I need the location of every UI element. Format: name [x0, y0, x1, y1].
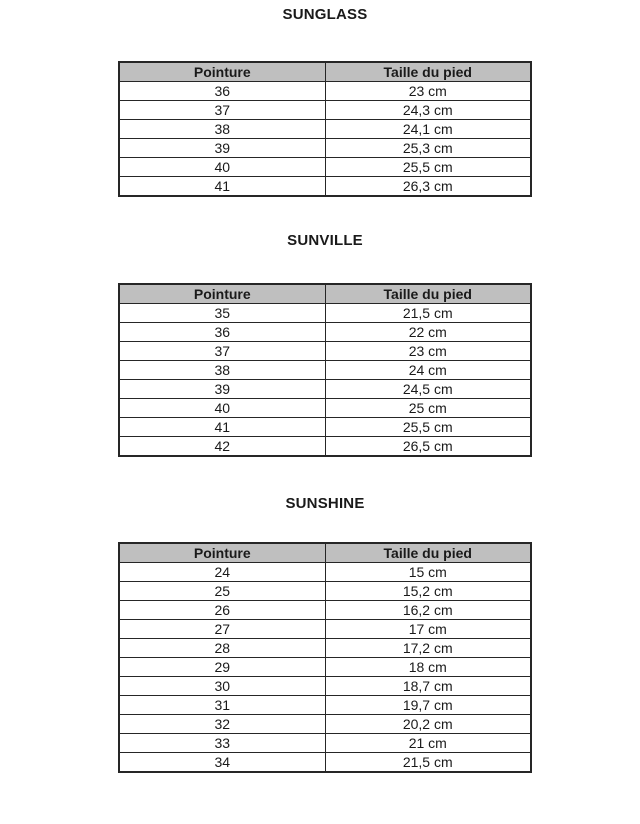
table-body	[119, 563, 531, 773]
table-cell: 25,5 cm	[325, 418, 531, 437]
size-table-sunville	[118, 283, 532, 457]
table-row	[119, 120, 531, 139]
table-row	[119, 323, 531, 342]
table-cell: 15,2 cm	[325, 582, 531, 601]
table-row	[119, 696, 531, 715]
table-cell: 37	[119, 342, 325, 361]
table-cell: 25,5 cm	[325, 158, 531, 177]
column-header: Taille du pied	[325, 284, 531, 304]
table-cell: 39	[119, 380, 325, 399]
section-title-sunglass: SUNGLASS	[282, 6, 368, 23]
table-row	[119, 715, 531, 734]
table-cell: 24,1 cm	[325, 120, 531, 139]
column-header: Taille du pied	[325, 62, 531, 82]
document-column	[118, 0, 532, 773]
table-row	[119, 101, 531, 120]
table-cell: 26,5 cm	[325, 437, 531, 457]
table-cell: 19,7 cm	[325, 696, 531, 715]
table-cell: 39	[119, 139, 325, 158]
table-cell: 33	[119, 734, 325, 753]
table-cell: 25,3 cm	[325, 139, 531, 158]
table-row	[119, 658, 531, 677]
size-table-sunglass	[118, 61, 532, 197]
table-body	[119, 304, 531, 457]
table-cell: 18 cm	[325, 658, 531, 677]
table-cell: 21,5 cm	[325, 753, 531, 773]
column-header: Taille du pied	[325, 543, 531, 563]
table-cell: 21,5 cm	[325, 304, 531, 323]
table-cell: 15 cm	[325, 563, 531, 582]
table-cell: 34	[119, 753, 325, 773]
table-cell: 24,5 cm	[325, 380, 531, 399]
table-row	[119, 639, 531, 658]
table-cell: 41	[119, 418, 325, 437]
table-cell: 32	[119, 715, 325, 734]
table-cell: 40	[119, 399, 325, 418]
table-cell: 36	[119, 82, 325, 101]
table-header	[119, 62, 531, 82]
section-title-sunshine: SUNSHINE	[285, 495, 365, 512]
column-header: Pointure	[119, 284, 325, 304]
table-row	[119, 158, 531, 177]
table-cell: 42	[119, 437, 325, 457]
table-row	[119, 361, 531, 380]
table-row	[119, 734, 531, 753]
header-row	[119, 62, 531, 82]
table-cell: 28	[119, 639, 325, 658]
table-row	[119, 601, 531, 620]
table-cell: 23 cm	[325, 82, 531, 101]
table-header	[119, 543, 531, 563]
table-row	[119, 563, 531, 582]
table-cell: 22 cm	[325, 323, 531, 342]
table-row	[119, 620, 531, 639]
table-header	[119, 284, 531, 304]
table-cell: 26	[119, 601, 325, 620]
table-cell: 41	[119, 177, 325, 197]
table-cell: 38	[119, 361, 325, 380]
table-cell: 40	[119, 158, 325, 177]
table-cell: 25	[119, 582, 325, 601]
table-row	[119, 418, 531, 437]
table-cell: 27	[119, 620, 325, 639]
table-row	[119, 380, 531, 399]
size-table-sunshine	[118, 542, 532, 773]
table-body	[119, 82, 531, 197]
table-cell: 18,7 cm	[325, 677, 531, 696]
table-row	[119, 582, 531, 601]
table-cell: 25 cm	[325, 399, 531, 418]
table-cell: 23 cm	[325, 342, 531, 361]
column-header: Pointure	[119, 543, 325, 563]
section-title-sunville: SUNVILLE	[287, 232, 363, 249]
table-cell: 16,2 cm	[325, 601, 531, 620]
table-cell: 31	[119, 696, 325, 715]
table-cell: 30	[119, 677, 325, 696]
column-header: Pointure	[119, 62, 325, 82]
header-row	[119, 543, 531, 563]
table-cell: 24 cm	[325, 361, 531, 380]
table-row	[119, 82, 531, 101]
table-cell: 38	[119, 120, 325, 139]
table-row	[119, 304, 531, 323]
table-cell: 24,3 cm	[325, 101, 531, 120]
table-cell: 24	[119, 563, 325, 582]
table-row	[119, 139, 531, 158]
table-cell: 21 cm	[325, 734, 531, 753]
table-row	[119, 342, 531, 361]
table-cell: 17,2 cm	[325, 639, 531, 658]
table-cell: 29	[119, 658, 325, 677]
table-cell: 37	[119, 101, 325, 120]
header-row	[119, 284, 531, 304]
table-row	[119, 677, 531, 696]
table-cell: 17 cm	[325, 620, 531, 639]
table-cell: 35	[119, 304, 325, 323]
table-cell: 26,3 cm	[325, 177, 531, 197]
table-row	[119, 753, 531, 773]
table-row	[119, 177, 531, 197]
table-row	[119, 399, 531, 418]
table-row	[119, 437, 531, 457]
table-cell: 20,2 cm	[325, 715, 531, 734]
table-cell: 36	[119, 323, 325, 342]
